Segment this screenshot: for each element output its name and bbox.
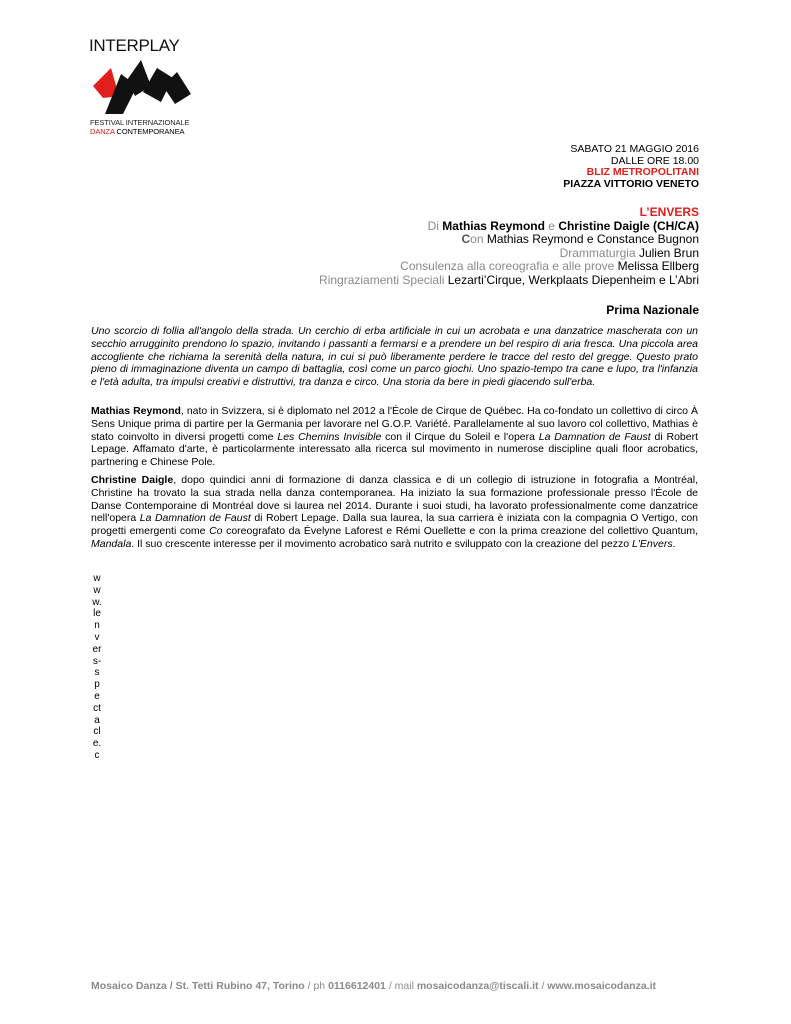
bio-mathias-text-2: con il Cirque du Soleil e l'opera [381, 430, 539, 443]
bio-christine-text-4: . Il suo crescente interesse per il movimento acrobatico sarà nutrito e sviluppato con la creazione del pezzo [131, 537, 633, 550]
bio-mathias-title-2: La Damnation de Faust [538, 430, 651, 443]
premiere-label: Prima Nazionale [606, 303, 699, 317]
logo-title: INTERPLAY [89, 36, 180, 55]
bio-christine-text-2: di Robert Lepage. Dalla sua laurea, la sua carriera è iniziata con la compagnia O Vertigo, con progetti emergenti come [91, 512, 698, 538]
bio-christine-title-3: Mandala [91, 537, 132, 550]
bio-christine-name: Christine Daigle [91, 474, 174, 486]
event-place: PIAZZA VITTORIO VENETO [563, 177, 699, 190]
dramaturgy-value: Julien Brun [635, 245, 699, 260]
event-venue: BLIZ METROPOLITANI [586, 166, 699, 179]
bio-mathias-name: Mathias Reymond [91, 405, 181, 417]
consult-label: Consulenza alla coreografia e alle prove [400, 259, 615, 273]
footer-web: www.mosaicodanza.it [547, 980, 657, 992]
event-header [563, 144, 699, 190]
thanks-label: Ringraziamenti Speciali [319, 272, 445, 287]
festival-logo [89, 36, 199, 136]
show-dramaturgy [319, 247, 699, 261]
thanks-value: Lezarti’Cirque, Werkplaats Diepenheim e L’Abri [444, 272, 699, 287]
logo-subtitle-rest: CONTEMPORANEA [114, 127, 185, 136]
consult-value: Melissa Ellberg [614, 259, 699, 273]
show-thanks [319, 274, 699, 288]
con-value: Mathias Reymond e Constance Bugnon [483, 232, 699, 246]
bio-mathias-title-1: Les Chemins Invisible [277, 430, 382, 443]
bio-christine-title-2: Co [209, 525, 223, 538]
footer-email: mosaicodanza@tiscali.it [416, 980, 539, 992]
logo-subtitle-1: FESTIVAL INTERNAZIONALE [90, 118, 190, 127]
bio-christine-text-5: . [672, 537, 676, 550]
bio-christine-text-3: coreografato da Évelyne Laforest e Rémi Ouellette e con la prima creazione del collettivo Quantum, [222, 525, 698, 538]
footer [91, 980, 656, 992]
footer-org: Mosaico Danza / St. Tetti Rubino 47, Torino [91, 980, 305, 992]
website-vertical: www.lenvers-spectacle.c [92, 573, 102, 761]
bio-mathias-text-3: di Robert Lepage. Affamato d'arte, è particolarmente interessato alla ricerca sul movimento in numerose discipline quali floor acrobatics, partnering e Chinese Pole. [91, 430, 699, 469]
footer-sep: / [538, 980, 548, 992]
author-2: Christine Daigle (CH/CA) [558, 218, 699, 233]
dramaturgy-label: Drammaturgia [559, 245, 636, 260]
bio-christine-title-4: L'Envers [632, 537, 673, 550]
author-1: Mathias Reymond [442, 218, 545, 233]
logo-subtitle-red: DANZA [90, 127, 115, 136]
bio-christine-title-1: La Damnation de Faust [139, 512, 251, 525]
event-time: DALLE ORE 18.00 [610, 154, 699, 167]
footer-mail-label: / mail [385, 980, 417, 992]
con-label-initial: C [461, 232, 471, 246]
show-authors [319, 220, 699, 234]
bio-christine-text-1: , dopo quindici anni di formazione di danza classica e di un collegio di istruzione in fotografia a Montréal, Christine ha trovato la sua strada nella danza contemporanea. Ha iniziato la sua formazione professionale presso l'École de Danse Contemporaine di Montréal dove si laurea nel 2014. Durante i suoi studi, ha lavorato professionalmente come danzatrice nell'opera [91, 474, 699, 525]
show-credits [319, 206, 699, 318]
by-label: Di [427, 218, 443, 233]
logo-subtitle-2 [90, 127, 184, 136]
footer-ph-label: / ph [304, 980, 329, 992]
con-label-rest: on [470, 232, 484, 246]
bio-christine [91, 474, 698, 551]
show-description: Uno scorcio di follia all'angolo della strada. Un cerchio di erba artificiale in cui un acrobata e una danzatrice mascherata con un secchio arrugginito prendono lo spazio, invitando i passanti a fermarsi e a prendere un bel respiro di aria fresca. Una piccola area accogliente che richiama la serenità della natura, in cui si può liberamente perdere le tracce del resto del gregge. Questo prato pieno di immaginazione diventa un campo di battaglia, così come un parco giochi. Uno spazio-tempo tra cane e lupo, tra l'infanzia e l'età adulta, tra impulsi creativi e distruttivi, tra danza e circo. Una storia da bere in piedi giacendo sull'erba. [91, 325, 698, 389]
bio-mathias-text-1: , nato in Svizzera, si è diplomato nel 2012 a l'École de Cirque de Québec. Ha co-fondato un collettivo di circo À Sens Unique prima di partire per la Germania per lavorare nel G.O.P. Variété. Parallelamente al suo lavoro col collettivo, Mathias è stato coinvolto in diversi progetti come [91, 405, 698, 443]
logo-mark-icon [91, 56, 191, 118]
event-date: SABATO 21 MAGGIO 2016 [570, 143, 699, 155]
show-consultancy [319, 260, 699, 274]
and-label: e [544, 218, 559, 233]
show-title: L’ENVERS [639, 205, 699, 219]
footer-phone: 0116612401 [328, 980, 386, 992]
show-performers [319, 233, 699, 247]
bio-mathias [91, 405, 698, 469]
